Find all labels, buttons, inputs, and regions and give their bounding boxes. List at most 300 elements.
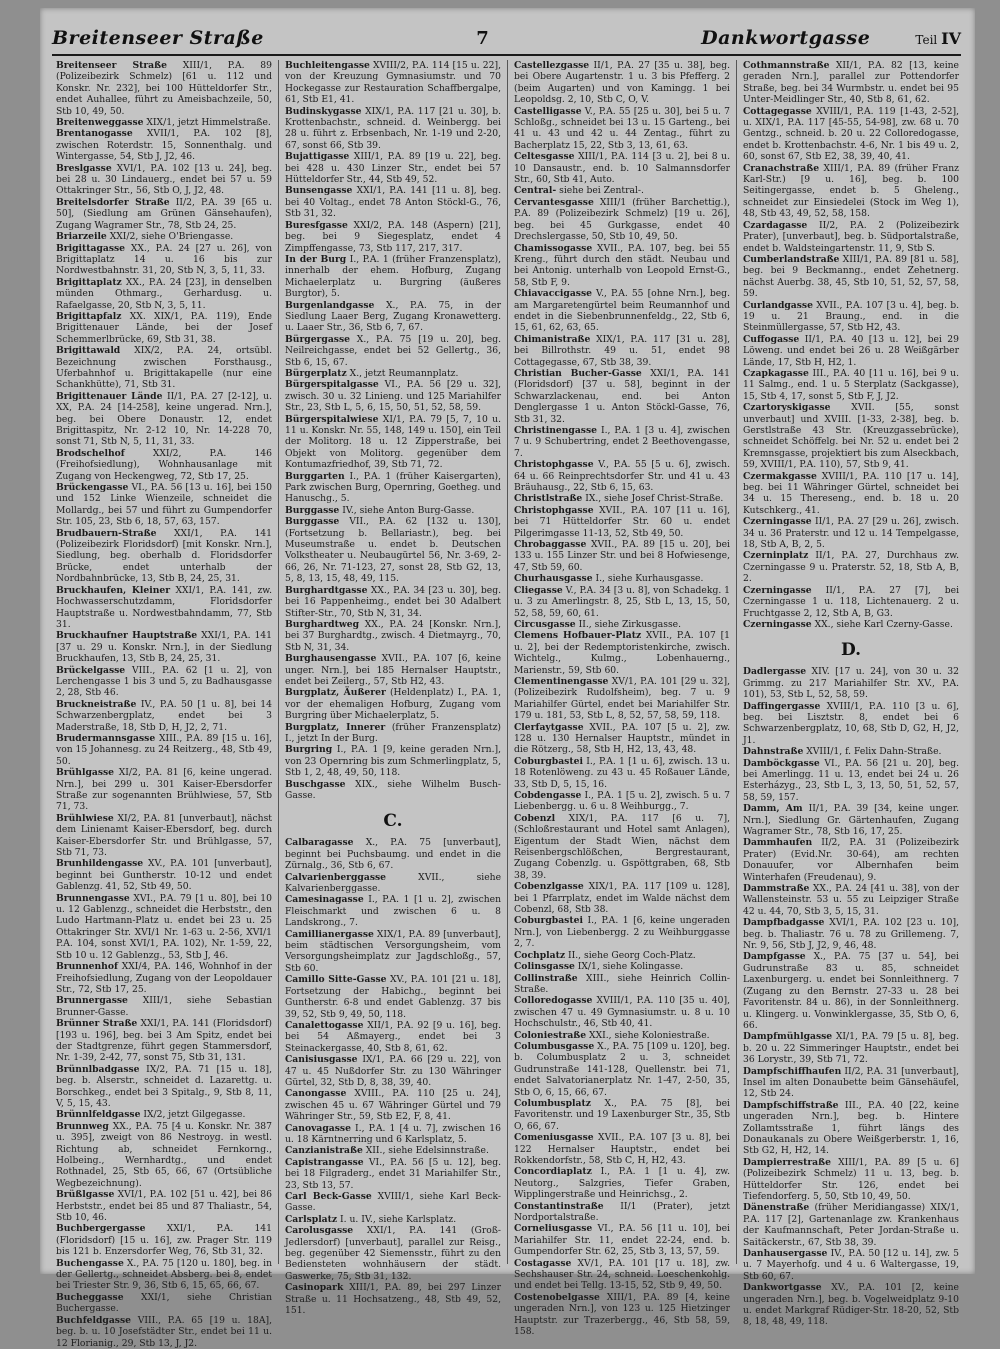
street-entry: [514, 973, 730, 996]
street-entry: [56, 630, 272, 664]
street-description: II/2, P.A. 31 (Polizeibezirk Prater) (Evid.Nr. 30-64), am rechten Donauufer, vor Albernhafen beim Winterhafen (Freudenau), 9.: [743, 837, 959, 883]
street-entry: [743, 758, 959, 804]
street-description: XVIII., P.A. 110 [25 u. 24], zwischen 45 u. 67 Währinger Gürtel und 79 Währinger Str., 59, Stb E2, F, 8, 41.: [285, 1088, 501, 1123]
street-entry: [285, 1123, 501, 1146]
street-description: X., P.A. 75 [19 u. 20], beg. Neilreichgasse, endet bei 52 Gellertg., 36, Stb 6, 15, 67.: [285, 333, 501, 368]
column-4: [736, 60, 965, 1328]
street-name: Czerningasse: [743, 618, 812, 630]
street-description: X., P.A. 75 [120 u. 180], beg. in der Gellertg., schneidet Absberg. bei 8, endet bei Triester Str. 9, 36, Stb 6, 15, 65, 66, 67.: [56, 1257, 272, 1292]
street-name: Czapkagasse: [743, 367, 809, 379]
street-description: XVII., P.A. 107 [11 u. 16], bei 71 Hütteldorfer Str. 60 u. endet Pilgerimgasse 11-13, 52, Stb 49, 50.: [514, 504, 731, 539]
street-description: XIX/1, P.A. 117 [109 u. 128], bei 1 Pfarrplatz, endet im Walde nächst dem Cobenzl, 68, Stb 38.: [514, 881, 730, 916]
street-name: Brigittagasse: [56, 242, 126, 254]
street-entry: [514, 368, 730, 425]
street-entry: [56, 128, 272, 162]
street-entry: [514, 585, 730, 619]
street-entry: [56, 243, 272, 277]
street-description: XXI/2, P.A. 148 (Aspern) [21], beg. bei 9 Siegesplatz, endet 4 Zimpffengasse, 73, Stb 117, 217, 317.: [285, 219, 501, 254]
street-name: Bürgerplatz: [285, 367, 347, 379]
section-letter: C.: [383, 811, 403, 832]
street-entry: [285, 837, 501, 871]
street-name: Buchleitengasse: [285, 60, 370, 71]
street-name: Canisiusgasse: [285, 1054, 358, 1066]
street-name: Dampfgasse: [743, 951, 806, 963]
street-entry: [743, 1282, 959, 1328]
street-description: XVIII/1, f. Felix Dahn-Straße.: [806, 746, 942, 758]
street-entry: [285, 1225, 501, 1282]
street-description: III., P.A. 40 [22, keine ungeraden Nrn.], beg. b. Hintere Zollamtsstraße 1, führt längs des Donaukanals zu Obere Weißgerberstr. 1, 16, Stb G2, H, H2, 14.: [743, 1099, 960, 1157]
street-entry: [743, 803, 959, 837]
street-name: Chiavaccigasse: [514, 288, 592, 300]
street-name: Dahnstraße: [743, 746, 804, 758]
street-entry: [56, 163, 272, 197]
street-name: Burghausengasse: [285, 653, 377, 665]
street-entry: [285, 619, 501, 653]
street-name: Burghardtgasse: [285, 584, 368, 596]
street-description: I., P.A. 1 (früher Kaisergarten), Park zwischen Burg, Opernring, Goetheg. und Hanuschg., 5.: [285, 470, 501, 505]
street-name: Brunnenhof: [56, 961, 118, 973]
street-name: Brünnlfeldgasse: [56, 1109, 141, 1121]
street-name: Capistrangasse: [285, 1156, 364, 1168]
street-description: XIX/2, P.A. 24, ortsübl. Bezeichnung zwischen Forsthausg., Uferbahnhof u. Brigittakapelle (nur eine Schankhütte), 71, Stb 31.: [56, 345, 272, 391]
street-name: Burggarten: [285, 470, 345, 482]
street-name: Daffingergasse: [743, 700, 821, 712]
street-description: XIII/1, P.A. 89 [81 u. 58], beg. bei 9 Beckmanng., endet Zehetnerg. nächst Auerbg. 38, 45, Stb 10, 51, 52, 57, 58, 59.: [743, 253, 960, 300]
street-name: Bucheggasse: [56, 1291, 124, 1303]
street-entry: [56, 813, 272, 859]
street-name: Dammhaufen: [743, 837, 813, 849]
street-description: XVII., P.A. 107 [6, keine unger. Nrn.], bei 185 Hernalser Hauptstr., endet bei Zeilerg., 57, Stb H2, 43.: [285, 653, 502, 687]
street-name: Brigittaplatz: [56, 276, 122, 288]
street-entry: [743, 300, 959, 334]
street-description: XVIII/1, P.A. 119 [1-43, 2-52], u. XIX/1, P.A. 117 [45-55, 54-98], zw. 68 u. 70 Gentzg., schneid. b. 20 u. 22 Colloredogasse, endet b. Krottenbachstr. 4-6, Nr. 1 bis 49 u. 2, 60, sonst 67, Stb E2, 38, 39, 40, 41.: [743, 105, 959, 163]
street-entry: [56, 311, 272, 345]
street-entry: [56, 391, 272, 448]
street-description: X., jetzt Reumannplatz.: [349, 367, 459, 379]
street-name: Brunhildengasse: [56, 858, 144, 870]
street-name: Clementinengasse: [514, 675, 609, 687]
street-name: Brückelgasse: [56, 664, 126, 676]
street-name: Danhausergasse: [743, 1248, 828, 1260]
street-description: IV., P.A. 50 [12 u. 14], zw. 5 u. 7 Mayerhofg. und 4 u. 6 Waltergasse, 19, Stb 60, 67.: [743, 1248, 959, 1282]
street-entry: [56, 482, 272, 528]
street-description: XIII., siehe Heinrich Collin-Straße.: [514, 972, 730, 995]
street-description: XIX/1, P.A. 117 [31 u. 28], bei Billrothstr. 49 u. 51, endet 98 Cottagegasse, 67, Stb 38, 39.: [514, 333, 731, 368]
street-description: II/2, P.A. 39 [65 u. 50], (Siedlung am Grünen Gänsehaufen), Zugang Wagramer Str., 78, Stb 24, 25.: [56, 196, 273, 231]
street-description: X., P.A. 75 [109 u. 120], beg. b. Columbusplatz 2 u. 3, schneidet Gudrunstraße 141-128, Quellenstr. bei 71, endet Salvatorianerplatz Nr. 1-47, 2-50, 35, Stb O, 6, 15, 66, 67.: [514, 1040, 731, 1098]
street-name: Coburgbastei: [514, 755, 583, 767]
street-entry: [285, 414, 501, 471]
street-description: XVI/1, P.A. 102 [23 u. 10], beg. b. Thaliastr. 76 u. 78 zu Grillemeng. 7, Nr. 9, 56, Stb J, J2, 9, 46, 48.: [743, 917, 960, 952]
street-name: Buchfeldgasse: [56, 1314, 131, 1326]
street-entry: [743, 471, 959, 517]
street-description: XXI/2, P.A. 146 (Freihofsiedlung), Wohnhausanlage mit Zugang von Heckengweg, 72, Stb 17, 25.: [56, 447, 273, 482]
street-entry: [56, 995, 272, 1018]
street-entry: [56, 345, 272, 391]
street-name: Brigittapfalz: [56, 310, 122, 322]
street-description: VI., P.A. 56 [21 u. 20], beg. bei Amerlingg. 11 u. 13, endet bei 24 u. 26 Esterházyg., 23, Stb L, 3, 13, 50, 51, 52, 57, 58, 59, 157.: [743, 757, 959, 803]
street-entry: [285, 1054, 501, 1088]
street-name: Bürgerspitalgasse: [285, 379, 379, 391]
street-entry: [56, 961, 272, 995]
street-description: XIII., P.A. 89 [15 u. 16], von 15 Johannesg. zu 24 Reitzerg., 48, Stb 49, 50.: [56, 732, 273, 767]
street-description: XVII., P.A. 107, beg. bei 55 Kreng., führt durch den städt. Neubau und bei Antonig. unterhalb von Leopold Ernst-G., 58, Stb F, 9.: [514, 242, 730, 288]
street-entry: [514, 334, 730, 368]
street-name: Burgplatz, Innerer: [285, 721, 386, 733]
street-description: XI/1, P.A. 79 [5, 7, 10 u. 11 u. Konskr. Nr. 55, 148, 149 u. 150], ein Teil der Molitorg. 18 u. 12 Zipperstraße, bei Objekt von Molitorg. gegenüber dem Kontumazfriedhof, 39, Stb 71, 72.: [285, 413, 501, 471]
street-entry: [514, 1292, 730, 1338]
street-entry: [285, 1145, 501, 1156]
street-entry: [514, 425, 730, 459]
street-entry: [56, 277, 272, 311]
street-description: XIII/1, P.A. 89 (früher Franz Karl-Str.) [9 u. 16], beg. b. 100 Seitingergasse, endet b. 5 Gheleng., schneidet zur Einsiedelei (Stock im Weg 1), 48, Stb 43, 49, 52, 58, 158.: [743, 162, 960, 220]
street-description: XVII., siehe Kalvarienberggasse.: [285, 871, 502, 895]
street-name: Dänenstraße: [743, 1202, 810, 1214]
street-description: XIV. [17 u. 24], von 30 u. 32 Grimmg. zu 217 Mariahilfer Str. XV., P.A. 101), 53, Stb L, 52, 58, 59.: [743, 666, 959, 701]
street-name: Burgenlandgasse: [285, 299, 375, 311]
street-name: Camesinagasse: [285, 894, 364, 906]
street-entry: [514, 1258, 730, 1292]
street-name: Buchengasse: [56, 1257, 124, 1269]
street-description: V., P.A. 55 [5 u. 6], zwisch. 64 u. 66 Reinprechtsdorfer Str. und 41 u. 43 Bräuhausg., 22, Stb 6, 15, 63.: [514, 459, 730, 494]
street-description: I., P.A. 1 [9, keine geraden Nrn.], von 23 Opernring bis zum Schmerlingplatz, 5, Stb 1, 2, 48, 49, 50, 118.: [285, 744, 501, 779]
street-description: IV., P.A. 50 [1 u. 8], bei 14 Schwarzenbergplatz, endet bei 3 Maderstraße, 18, Stb D, H, J2, 2, 71.: [56, 698, 273, 733]
street-entry: [285, 974, 501, 1020]
street-description: XIII/1, P.A. 89 (Polizeibezirk Schmelz) [61 u. 112 und Konskr. Nr. 232], bei 100 Hütteldorfer Str., endet Auhallee, führt zu Ameisbachzeile, 50, Stb 10, 49, 50.: [56, 60, 272, 117]
street-entry: [514, 995, 730, 1029]
street-entry: [285, 929, 501, 975]
street-entry: [743, 163, 959, 220]
street-entry: [56, 585, 272, 631]
street-name: Damböckgasse: [743, 757, 820, 769]
street-name: Cochplatz: [514, 949, 566, 961]
street-name: Coburgbastei: [514, 915, 583, 927]
street-entry: [56, 1189, 272, 1223]
street-description: XIX/1, jetzt Himmelstraße.: [146, 117, 271, 129]
street-name: Chamissogasse: [514, 242, 593, 254]
street-entry: [743, 917, 959, 951]
street-name: Brudermannsgasse: [56, 732, 156, 744]
street-entry: [743, 951, 959, 1031]
street-description: XII/1, P.A. 82 [13, keine geraden Nrn.], parallel zur Pottendorfer Straße, beg. bei 34 Wurmbstr. u. endet bei 95 Unter-Meidlinger Str., 40, Stb 8, 61, 62.: [743, 60, 959, 106]
street-name: Canalettogasse: [285, 1019, 364, 1031]
street-description: II/1, P.A. 27 [7], bei Czerningasse 1 u. 118, Lichtenauerg. 2 u. Fruchtgasse 2, 12, Stb A, B, G3.: [743, 584, 960, 619]
street-name: Burggasse: [285, 516, 340, 528]
street-entry: [514, 1132, 730, 1166]
street-description: XXI/1, P.A. 141 [37 u. 29 u. Konskr. Nrn.], in der Siedlung Bruckhaufen, 13, Stb B, 24, 25, 31.: [56, 630, 273, 665]
street-name: Breitelsdorfer Straße: [56, 196, 170, 208]
street-name: Carolusgasse: [285, 1225, 354, 1237]
header-first-entry: Breitenseer Straße: [52, 27, 264, 49]
street-description: XI/2, P.A. 81 [6, keine ungerad. Nrn.], bei 299 u. 301 Kaiser-Ebersdorfer Straße zur sogenannten Brühlwiese, 57, Stb 71, 73.: [56, 767, 273, 813]
street-entry: [285, 894, 501, 928]
street-name: Brunnweg: [56, 1120, 109, 1132]
street-description: II/2, P.A. 2 (Polizeibezirk Prater), [unverbaut], beg. b. Südportalstraße, endet b. Waldsteingartenstr. 11, 9, Stb S.: [743, 219, 960, 254]
street-entry: [743, 402, 959, 470]
header-right-group: [701, 27, 961, 49]
street-entry: [285, 722, 501, 745]
street-entry: [56, 60, 272, 117]
street-entry: [285, 516, 501, 584]
street-name: Christophgasse: [514, 504, 594, 516]
street-description: XX., P.A. 75 [4 u. Konskr. Nr. 387 u. 395], zweigt von 86 Nestroyg. in westl. Richtung ab, schneidet Fernkorng., Holbeing., Wernhardtg., und endet Rothnadel, 25, Stb 65, 66, 67 (Ortsübliche Wegbezeichnung).: [56, 1120, 272, 1189]
street-entry: [514, 619, 730, 630]
street-entry: [285, 872, 501, 895]
street-description: (Heldenplatz) I., P.A. 1, vor der ehemaligen Hofburg, Zugang vom Burgring über Michaelerplatz, 5.: [285, 687, 501, 722]
section-letter: D.: [840, 640, 862, 661]
street-name: Czermakgasse: [743, 470, 817, 482]
street-description: XII., siehe Edelsinnstraße.: [365, 1145, 489, 1157]
street-description: V., P.A. 34 [3 u. 8], von Schadekg. 1 u. 3 zu Amerlingstr. 8, 25, Stb L, 13, 15, 50, 52, 58, 59, 60, 61.: [514, 584, 731, 619]
street-description: XVI/1, P.A. 102 [51 u. 42], bei 86 Herbststr., endet bei 85 und 87 Thaliastr., 54, Stb 10, 46.: [56, 1189, 273, 1224]
street-description: VIII., P.A. 65 [19 u. 18A], beg. b. u. 10 Josefstädter Str., endet bei 11 u. 12 Florianig., 29, Stb 13, J, J2.: [56, 1314, 272, 1349]
street-description: (früher Franzensplatz) I., jetzt In der Burg.: [285, 721, 501, 744]
street-name: Costenobelgasse: [514, 1291, 600, 1303]
street-description: XIII/1, P.A. 114 [3 u. 2], bei 8 u. 10 Dansaustr., end. b. 10 Salmannsdorfer Str., 60, Stb 41, Auto.: [514, 151, 730, 186]
street-description: XIII/1, siehe Sebastian Brunner-Gasse.: [56, 995, 272, 1018]
street-description: XX., P.A. 24 [41 u. 38], von der Wallensteinstr. 53 u. 55 zu Leipziger Straße 42 u. 44, 70, Stb 3, 5, 15, 31.: [743, 883, 960, 917]
street-name: Colloredogasse: [514, 995, 593, 1007]
street-description: XVII., P.A. 89 [15 u. 20], bei 133 u. 155 Linzer Str. und bei 8 Hofwiesenge, 47, Stb 59, 60.: [514, 539, 730, 573]
street-description: I., P.A. 1 (früher Franzensplatz), innerhalb der ehem. Hofburg, Zugang Michaelerplatz u. Burgring (äußeres Burgtor), 5.: [285, 253, 501, 300]
street-name: Briarzeile: [56, 231, 107, 243]
street-entry: [743, 1100, 959, 1157]
street-name: Brodschelhof: [56, 447, 125, 459]
street-description: XIII/1, P.A. 89, bei 297 Linzer Straße u. 11 Hochsatzeng., 48, Stb 49, 52, 151.: [285, 1282, 502, 1317]
columns-container: [50, 60, 965, 1349]
street-description: I., P.A. 1 [6, keine ungeraden Nrn.], von Liebenbergg. 2 zu Weihburggasse 2, 7.: [514, 915, 731, 950]
street-description: XXI/4, P.A. 146, Wohnhof in der Freihofsiedlung, Zugang von der Leopoldauer Str., 72, Stb 17, 25.: [56, 961, 272, 995]
street-description: VIII., P.A. 62 [1 u. 2], von Lerchengasse 1 bis 3 und 5, zu Badhausgasse 2, 28, Stb 46.: [56, 664, 272, 699]
street-entry: [514, 881, 730, 915]
street-name: Canzianistraße: [285, 1145, 363, 1157]
street-description: XVI/1, P.A. 102 [13 u. 24], beg. bei 28 u. 30 Lindauerg., endet bei 57 u. 59 Ottakringer Str., 56, Stb O, J, J2, 48.: [56, 162, 272, 197]
street-description: II/2, P.A. 31 [unverbaut], Insel im alten Donaubette beim Gänsehäufel, 12, Stb 24.: [743, 1065, 959, 1100]
street-name: Celtesgasse: [514, 151, 575, 163]
street-entry: [56, 665, 272, 699]
street-name: Bürgergasse: [285, 333, 350, 345]
street-description: IV., siehe Anton Burg-Gasse.: [342, 504, 475, 516]
street-name: Cuffogasse: [743, 333, 800, 345]
street-name: Dankwortgasse: [743, 1282, 822, 1294]
street-entry: [743, 334, 959, 368]
street-entry: [514, 630, 730, 676]
street-name: Cottagegasse: [743, 105, 812, 117]
street-entry: [56, 448, 272, 482]
street-name: Bunsengasse: [285, 185, 353, 197]
street-name: Calbaragasse: [285, 837, 354, 849]
street-description: (früher Meridiangasse) XIX/1, P.A. 117 [2], Gartenanlage zw. Krankenhaus der Kaufmannschaft, Peter Jordan-Straße u. Saitäckerstr., 67, Stb 38, 39.: [743, 1202, 960, 1248]
street-description: I., P.A. 1 [1 u. 2], zwischen Fleischmarkt und zwischen 6 u. 8 Landskrong., 7.: [285, 894, 501, 929]
street-name: Budinskygasse: [285, 105, 362, 117]
street-description: II/1, P.A. 27 [2-12], u. XX, P.A. 24 [14-258], keine ungerad. Nrn.], beg. bei Obere Donaustr. 12, endet Brigittaspitz, Nr. 2-12 10, Nr. 14-228 70, sonst 71, Stb N, 5, 11, 31, 33.: [56, 390, 273, 448]
street-description: XXI., siehe Koloniestraße.: [589, 1029, 710, 1041]
street-description: XVIII/1, P.A. 110 [17 u. 14], beg. bei 11 Währinger Gürtel, schneidet bei 34 u. 15 Thereseng., end. b. 18 u. 20 Kutschkerg., 41.: [743, 470, 959, 516]
street-name: Cobenzl: [514, 812, 556, 824]
street-description: X., P.A. 75 [37 u. 54], bei Gudrunstraße 83 u. 85, schneidet Laxenburgerg. u. endet bei Sonnleithnerg. 7 (Zugang zu den Bernstr. 27-33 u. 28 bei Favoritenstr. 84 u. 86), in der Sonnleithnerg. u. Klingerg. u. Vonwinklergasse, 35, Stb O, 6, 66.: [743, 951, 959, 1031]
street-description: XV., P.A. 101 [21 u. 18], Fortsetzung der Habichg., beginnt bei Guntherstr. 6-8 und endet Gablenzg. 37 bis 39, 52, Stb 9, 49, 50, 118.: [285, 974, 501, 1020]
street-description: I., P.A. 1 [1 u. 4], zw. Neutorg., Salzgries, Tiefer Graben, Wipplingerstraße und Heinrichsg., 2.: [514, 1166, 730, 1201]
street-entry: [56, 893, 272, 961]
street-entry: [743, 516, 959, 550]
street-description: XIII/1, P.A. 89 [5 u. 6] (Polizeibezirk Schmelz) 11 u. 13, beg. b. Hütteldorfer Str. 126, endet bei Tiefendorferg. 5, 50, Stb 10, 49, 50.: [743, 1156, 959, 1202]
street-name: Coloniestraße: [514, 1029, 587, 1041]
street-name: Dampierrestraße: [743, 1156, 831, 1168]
street-description: XIX., siehe Wilhelm Busch-Gasse.: [285, 778, 501, 801]
street-name: Bürgerspitalwiese: [285, 413, 379, 425]
street-name: Bruckneistraße: [56, 698, 137, 710]
street-description: IX., siehe Josef Christ-Straße.: [585, 493, 724, 505]
street-description: VI., P.A. 56 [11 u. 10], bei Mariahilfer Str. 11, endet 22-24, end. b. Gumpendorfer Str. 62, 25, Stb 3, 13, 57, 59.: [514, 1223, 730, 1258]
street-entry: [285, 653, 501, 687]
street-description: XX., P.A. 24 [27 u. 26], von Brigittaplatz 14 u. 16 bis zur Nordwestbahnstr. 31, 20, Stb N, 3, 5, 11, 33.: [56, 242, 272, 277]
street-name: Christlstraße: [514, 493, 583, 505]
street-entry: [285, 1282, 501, 1316]
street-name: Columbusgasse: [514, 1040, 595, 1052]
street-name: Dampfmühlgasse: [743, 1031, 833, 1043]
street-entry: [514, 106, 730, 152]
street-name: Brühlwiese: [56, 812, 114, 824]
street-name: Burghardtweg: [285, 618, 360, 630]
street-entry: [285, 334, 501, 368]
street-entry: [56, 733, 272, 767]
street-description: XVIII/2, P.A. 114 [15 u. 22], von der Kreuzung Gymnasiumstr. und 70 Hockegasse zur Restauration Schaffbergalpe, 61, Stb E1, 41.: [285, 60, 501, 106]
part-prefix: Teil: [915, 33, 938, 47]
street-entry: [514, 1098, 730, 1132]
street-name: Colinsgasse: [514, 961, 575, 973]
street-entry: [743, 106, 959, 163]
street-entry: [743, 883, 959, 917]
street-description: XX., siehe Karl Czerny-Gasse.: [814, 618, 953, 630]
street-description: II., siehe Zirkusgasse.: [578, 618, 682, 630]
street-name: Brigittenauer Lände: [56, 390, 163, 402]
street-entry: [285, 379, 501, 413]
street-name: Burgplatz, Äußerer: [285, 687, 386, 699]
street-name: Chrobaggasse: [514, 539, 587, 551]
street-entry: [514, 1030, 730, 1041]
street-entry: [514, 243, 730, 289]
street-name: Chimanistraße: [514, 333, 591, 345]
street-entry: [743, 1031, 959, 1065]
street-entry: [514, 493, 730, 504]
street-name: Brudbauern-Straße: [56, 527, 157, 539]
street-description: XIX/1, P.A. 117 [6 u. 7], (Schloßrestaurant und Hotel samt Anlagen), Eigentum der Stadt Wien, nächst dem Reisenbergschlößchen, Bergrestaurant, Zugang Cobenzlg. u. Gspöttgraben, 68, Stb 38, 39.: [514, 812, 730, 881]
street-description: XIX/1, P.A. 117 [21 u. 30], b. Krottenbachstr., schneid. d. Weinbergg. bei 28 u. führt z. Erbsenbach, Nr. 1-19 und 2-20, 67, sonst 66, Stb 39.: [285, 105, 502, 151]
street-entry: [743, 701, 959, 747]
street-entry: [514, 756, 730, 790]
street-name: Churhausgasse: [514, 573, 593, 585]
street-name: Bruckhaufen, Kleiner: [56, 584, 171, 596]
street-name: Cervantesgasse: [514, 196, 594, 208]
street-entry: [743, 368, 959, 402]
street-entry: [514, 459, 730, 493]
street-name: Calvarienberggasse: [285, 871, 387, 883]
street-entry: [56, 858, 272, 892]
street-entry: [56, 767, 272, 813]
street-name: Buchbergergasse: [56, 1223, 146, 1235]
street-name: Central-: [514, 185, 557, 197]
street-name: Comeniusgasse: [514, 1132, 594, 1144]
street-description: X., P.A. 75 [unverbaut], beginnt bei Puchsbaumg. und endet in die Zürnalg., 36, Stb 6, 67.: [285, 837, 501, 872]
street-description: I., P.A. 1 [3 u. 4], zwischen 7 u. 9 Schubertring, endet 2 Beethovengasse, 7.: [514, 425, 731, 459]
street-name: Cobenzlgasse: [514, 881, 584, 893]
street-entry: [743, 220, 959, 254]
street-entry: [285, 106, 501, 152]
part-number: IV: [941, 29, 961, 48]
street-name: Camillianergasse: [285, 928, 374, 940]
street-entry: [743, 837, 959, 883]
street-description: XVIII/1, P.A. 110 [3 u. 6], beg. bei Lisztstr. 8, endet bei 6 Schwarzenbergplatz, 10, 68, Stb D, G2, H, J2, J1.: [743, 700, 959, 746]
street-entry: [56, 197, 272, 231]
street-entry: [743, 1202, 959, 1248]
street-description: XXI/1, P.A. 141, zw. Hochwasserschutzdamm, Floridsdorfer Hauptstraße u. Nordwestbahndamm, 77, Stb 31.: [56, 584, 272, 630]
street-description: XXI/1, P.A. 141 (Floridsdorf) [15 u. 16], zw. Prager Str. 119 bis 121 b. Enzersdorfer Weg, 76, Stb 31, 32.: [56, 1223, 273, 1258]
street-description: XX., P.A. 24 [Konskr. Nrn.], bei 37 Burghardtg., zwisch. 4 Dietmayrg., 70, Stb N, 31, 34.: [285, 618, 501, 653]
street-entry: [285, 300, 501, 334]
street-entry: [285, 687, 501, 721]
street-description: VI., P.A. 56 [5 u. 12], beg. bei 18 Filgraderg., endet 31 Mariahilfer Str., 23, Stb 13, 57.: [285, 1156, 501, 1191]
street-entry: [56, 1018, 272, 1064]
street-entry: [514, 151, 730, 185]
street-description: II/1, P.A. 27 [35 u. 38], beg. bei Obere Augartenstr. 1 u. 3 bis Pfefferg. 2 (beim Augarten) und von Kamingg. 1 bei Leopoldsg. 2, 10, Stb C, O, V.: [514, 60, 730, 106]
street-name: Dadlergasse: [743, 666, 807, 678]
street-description: siehe bei Zentral-.: [559, 185, 644, 197]
street-entry: [514, 60, 730, 106]
street-entry: [56, 1109, 272, 1120]
street-description: XV., P.A. 101 [2, keine ungeraden Nrn.], beg. b. Vogelweidplatz 9-10 u. endet Markgraf Rüdiger-Str. 18-20, 52, Stb 8, 18, 48, 49, 118.: [743, 1282, 959, 1328]
page-number: 7: [476, 27, 489, 49]
street-entry: [514, 676, 730, 722]
street-name: Castellezgasse: [514, 60, 590, 71]
street-description: XI/1, P.A. 79 [5 u. 8], beg. b. 20 u. 22 Simmeringer Hauptstr., endet bei 36 Lorystr., 39, Stb 71, 72.: [743, 1031, 959, 1066]
street-name: Brunnengasse: [56, 892, 130, 904]
street-description: III., P.A. 40 [11 u. 16], bei 9 u. 11 Salmg., end. 1 u. 5 Sterplatz (Sackgasse), 15, Stb 4, 17, sonst 5, Stb F, J, J2.: [743, 367, 959, 402]
street-description: I., P.A. 1 [1 u. 6], zwisch. 13 u. 18 Rotenlöweng. zu 43 u. 45 Roßauer Lände, 33, Stb D, 5, 15, 16.: [514, 755, 730, 790]
street-entry: [514, 1041, 730, 1098]
street-name: Christophgasse: [514, 459, 594, 471]
street-name: Casinopark: [285, 1282, 344, 1294]
street-description: II/1, P.A. 27 [29 u. 26], zwisch. 34 u. 36 Praterstr. und 12 u. 14 Tempelgasse, 18, Stb A, B, 2, 5.: [743, 516, 960, 551]
street-name: Bujattigasse: [285, 151, 350, 163]
street-entry: [56, 1223, 272, 1257]
column-3: [507, 60, 736, 1338]
street-description: IX/1, P.A. 66 [29 u. 22], von 47 u. 45 Nußdorfer Str. zu 130 Währinger Gürtel, 32, Stb D, 8, 38, 39, 40.: [285, 1054, 501, 1088]
street-entry: [514, 790, 730, 813]
street-description: X., P.A. 75, in der Siedlung Laaer Berg, Zugang Kronawetterg. u. Laaer Str., 36, Stb 6, 7, 67.: [285, 299, 501, 334]
street-name: Corneliusgasse: [514, 1223, 593, 1235]
street-entry: [285, 779, 501, 802]
street-entry: [743, 60, 959, 106]
street-name: Czerningasse: [743, 584, 812, 596]
street-description: II/1, P.A. 27, Durchhaus zw. Czerningasse 9 u. Praterstr. 52, 18, Stb A, B, 2.: [743, 550, 959, 585]
part-label: [915, 29, 961, 48]
street-entry: [514, 539, 730, 573]
street-name: Brigittawald: [56, 345, 121, 357]
street-name: Brentanogasse: [56, 128, 133, 140]
street-description: XVII., P.A. 107 [3 u. 8], bei 122 Hernalser Hauptstr., endet bei Rokkendorfstr., 58, Stb C, H, H2, 43.: [514, 1132, 730, 1166]
street-name: Concordiaplatz: [514, 1166, 592, 1178]
street-description: XXI/1, P.A. 141 [11 u. 8], beg. bei 40 Voltag., endet 78 Anton Stöckl-G., 76, Stb 31, 32.: [285, 185, 502, 220]
street-entry: [514, 915, 730, 949]
street-name: Curlandgasse: [743, 299, 813, 311]
street-name: Circusgasse: [514, 618, 576, 630]
street-entry: [56, 1292, 272, 1315]
street-name: Collinstraße: [514, 972, 578, 984]
street-name: Breitenweggasse: [56, 117, 144, 129]
street-entry: [285, 1191, 501, 1214]
street-description: XX., P.A. 24 [23], in denselben münden Othmarg., Gerhardusg. u. Rafaelgasse, 20, Stb N, 3, 5, 11.: [56, 276, 272, 311]
street-name: Clemens Hofbauer-Platz: [514, 630, 642, 642]
